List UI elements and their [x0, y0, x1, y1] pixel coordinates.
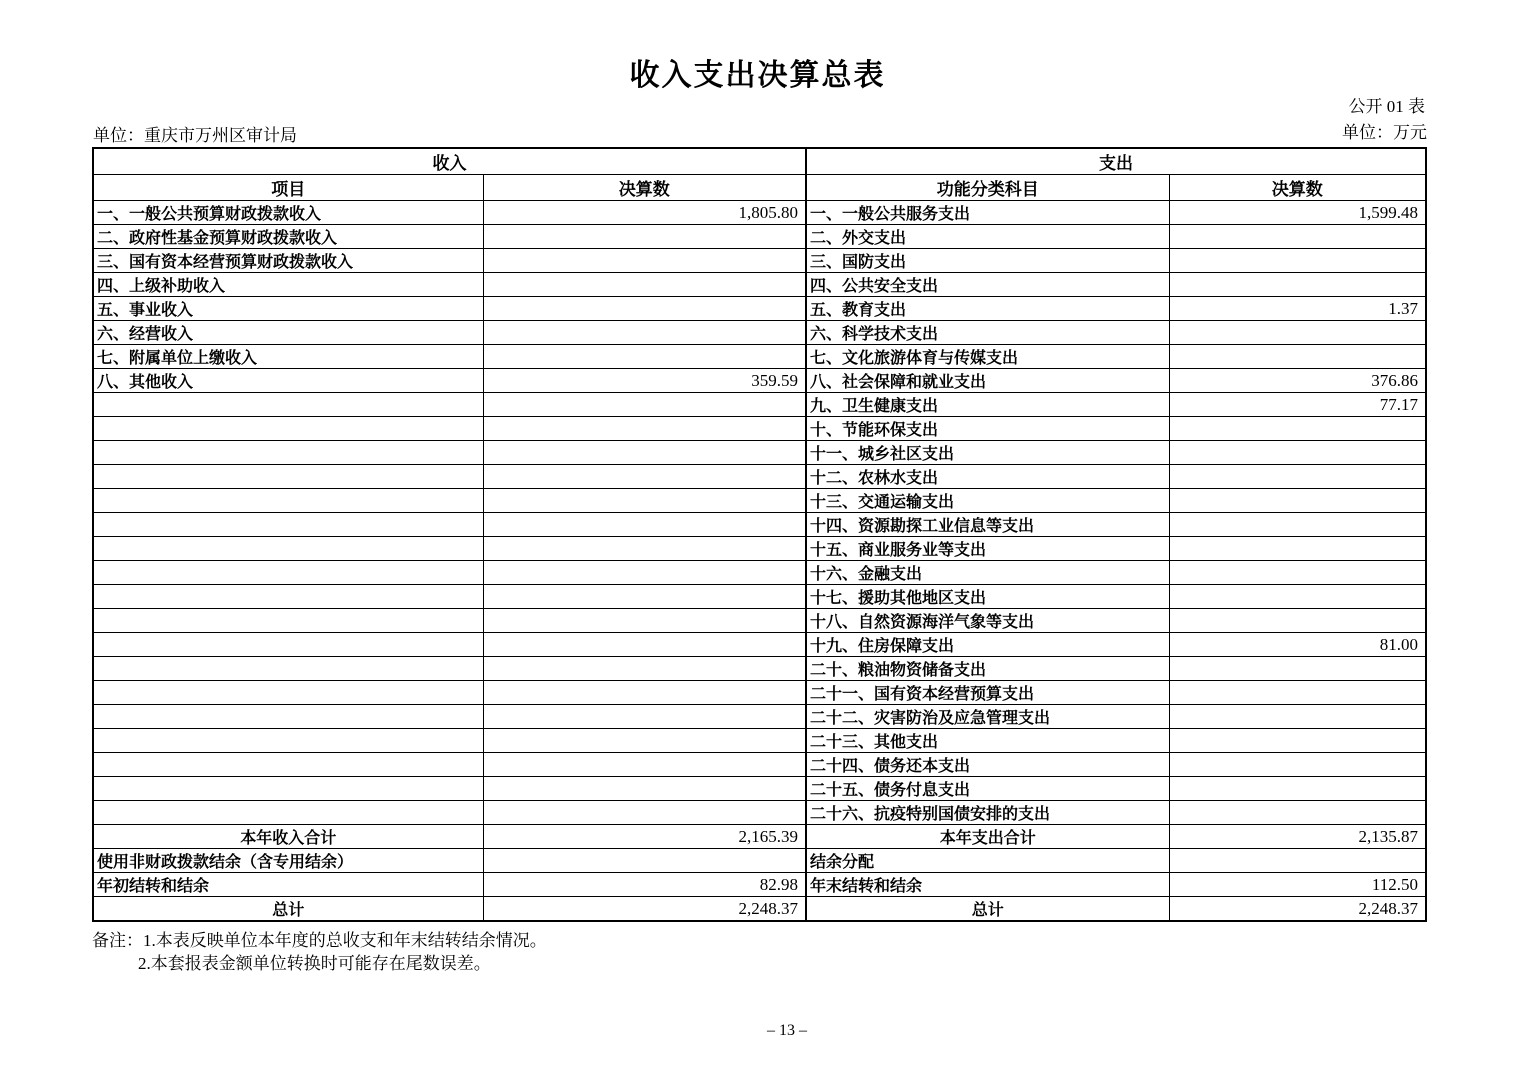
expense-item-cell: 四、公共安全支出: [806, 273, 1169, 297]
income-amount-cell: [483, 537, 806, 561]
unit-currency-label: 单位：万元: [1342, 123, 1427, 142]
expense-item-cell: 二十一、国有资本经营预算支出: [806, 681, 1169, 705]
expense-amount-cell: [1169, 729, 1426, 753]
income-item-cell: [93, 753, 483, 777]
expense-item-cell: 二、外交支出: [806, 225, 1169, 249]
income-amount-cell: [483, 609, 806, 633]
income-amount-cell: [483, 729, 806, 753]
table-row: [93, 417, 1426, 441]
expense-amount-cell: [1169, 249, 1426, 273]
expense-amount-cell: [1169, 441, 1426, 465]
table-row: [93, 225, 1426, 249]
table-row: [93, 849, 1426, 873]
expense-item-cell: 十五、商业服务业等支出: [806, 537, 1169, 561]
table-row: [93, 465, 1426, 489]
income-amount-cell: [483, 225, 806, 249]
note-text-2: 2.本套报表金额单位转换时可能存在尾数误差。: [138, 954, 491, 973]
notes-label: 备注：: [92, 931, 143, 950]
section-header-row: [93, 148, 1426, 175]
expense-item-cell: 九、卫生健康支出: [806, 393, 1169, 417]
table-row: [93, 729, 1426, 753]
expense-item-cell: 总计: [806, 897, 1169, 922]
expense-amount-cell: [1169, 609, 1426, 633]
expense-item-cell: 年末结转和结余: [806, 873, 1169, 897]
income-section-header: 收入: [93, 148, 806, 175]
table-row: [93, 273, 1426, 297]
income-item-cell: 年初结转和结余: [93, 873, 483, 897]
expense-item-cell: 结余分配: [806, 849, 1169, 873]
expense-amount-cell: 112.50: [1169, 873, 1426, 897]
column-header-row: [93, 175, 1426, 201]
table-row: [93, 657, 1426, 681]
income-amount-cell: [483, 249, 806, 273]
expense-item-cell: 二十四、债务还本支出: [806, 753, 1169, 777]
expense-amount-cell: [1169, 561, 1426, 585]
income-item-cell: [93, 465, 483, 489]
income-amount-cell: [483, 393, 806, 417]
table-row: [93, 321, 1426, 345]
income-item-cell: [93, 681, 483, 705]
expense-amount-cell: 1.37: [1169, 297, 1426, 321]
expense-item-cell: 十二、农林水支出: [806, 465, 1169, 489]
income-item-cell: 总计: [93, 897, 483, 922]
expense-item-column-header: 功能分类科目: [806, 175, 1169, 201]
note-line-2: [138, 952, 547, 975]
expense-amount-cell: [1169, 537, 1426, 561]
page-number: – 13 –: [767, 1022, 807, 1039]
table-row: [93, 585, 1426, 609]
expense-item-cell: 八、社会保障和就业支出: [806, 369, 1169, 393]
expense-amount-cell: 81.00: [1169, 633, 1426, 657]
table-row: [93, 777, 1426, 801]
income-item-cell: 三、国有资本经营预算财政拨款收入: [93, 249, 483, 273]
income-amount-cell: 2,165.39: [483, 825, 806, 849]
income-item-cell: [93, 609, 483, 633]
income-amount-cell: [483, 585, 806, 609]
expense-amount-cell: 2,248.37: [1169, 897, 1426, 922]
income-amount-cell: [483, 297, 806, 321]
table-row: [93, 393, 1426, 417]
expense-item-cell: 五、教育支出: [806, 297, 1169, 321]
expense-item-cell: 二十六、抗疫特别国债安排的支出: [806, 801, 1169, 825]
note-line-1: [92, 929, 547, 952]
expense-amount-cell: [1169, 681, 1426, 705]
expense-amount-cell: [1169, 345, 1426, 369]
unit-name-label: 单位：重庆市万州区审计局: [93, 126, 297, 145]
expense-item-cell: 十七、援助其他地区支出: [806, 585, 1169, 609]
income-amount-cell: [483, 705, 806, 729]
expense-amount-cell: [1169, 753, 1426, 777]
note-text-1: 1.本表反映单位本年度的总收支和年末结转结余情况。: [143, 931, 547, 950]
table-row: [93, 561, 1426, 585]
table-row: [93, 897, 1426, 922]
expense-item-cell: 本年支出合计: [806, 825, 1169, 849]
table-body: [93, 201, 1426, 922]
income-item-cell: [93, 705, 483, 729]
expense-item-cell: 六、科学技术支出: [806, 321, 1169, 345]
income-item-cell: [93, 801, 483, 825]
income-amount-cell: [483, 273, 806, 297]
income-amount-cell: [483, 417, 806, 441]
income-amount-cell: [483, 681, 806, 705]
income-amount-cell: 1,805.80: [483, 201, 806, 225]
expense-item-cell: 十六、金融支出: [806, 561, 1169, 585]
income-item-cell: 七、附属单位上缴收入: [93, 345, 483, 369]
income-item-cell: [93, 585, 483, 609]
expense-item-cell: 十八、自然资源海洋气象等支出: [806, 609, 1169, 633]
income-amount-cell: 82.98: [483, 873, 806, 897]
table-row: [93, 753, 1426, 777]
income-amount-cell: [483, 753, 806, 777]
expense-amount-cell: [1169, 657, 1426, 681]
income-item-cell: [93, 777, 483, 801]
table-row: [93, 513, 1426, 537]
income-item-cell: [93, 729, 483, 753]
income-item-cell: [93, 513, 483, 537]
table-row: [93, 825, 1426, 849]
income-item-column-header: 项目: [93, 175, 483, 201]
table-row: [93, 345, 1426, 369]
expense-amount-cell: 1,599.48: [1169, 201, 1426, 225]
income-item-cell: [93, 441, 483, 465]
expense-amount-cell: [1169, 273, 1426, 297]
income-item-cell: 四、上级补助收入: [93, 273, 483, 297]
income-amount-cell: [483, 321, 806, 345]
income-item-cell: 使用非财政拨款结余（含专用结余）: [93, 849, 483, 873]
income-amount-cell: [483, 489, 806, 513]
expense-amount-cell: 77.17: [1169, 393, 1426, 417]
table-row: [93, 537, 1426, 561]
income-amount-cell: [483, 465, 806, 489]
summary-table: [92, 147, 1427, 922]
expense-amount-cell: [1169, 705, 1426, 729]
expense-amount-cell: 2,135.87: [1169, 825, 1426, 849]
income-item-cell: [93, 393, 483, 417]
expense-item-cell: 二十、粮油物资储备支出: [806, 657, 1169, 681]
table-row: [93, 369, 1426, 393]
table-row: [93, 249, 1426, 273]
expense-item-cell: 二十三、其他支出: [806, 729, 1169, 753]
income-amount-cell: [483, 633, 806, 657]
expense-item-cell: 十三、交通运输支出: [806, 489, 1169, 513]
income-amount-cell: [483, 561, 806, 585]
income-item-cell: [93, 417, 483, 441]
expense-amount-cell: 376.86: [1169, 369, 1426, 393]
notes-block: [92, 929, 547, 975]
expense-amount-cell: [1169, 849, 1426, 873]
expense-item-cell: 三、国防支出: [806, 249, 1169, 273]
expense-section-header: 支出: [806, 148, 1426, 175]
table-row: [93, 681, 1426, 705]
doc-code-label: 公开 01 表: [1348, 97, 1425, 116]
income-item-cell: [93, 537, 483, 561]
income-amount-column-header: 决算数: [483, 175, 806, 201]
expense-amount-column-header: 决算数: [1169, 175, 1426, 201]
expense-amount-cell: [1169, 513, 1426, 537]
income-amount-cell: [483, 657, 806, 681]
income-item-cell: [93, 633, 483, 657]
income-amount-cell: [483, 849, 806, 873]
income-amount-cell: [483, 513, 806, 537]
expense-item-cell: 七、文化旅游体育与传媒支出: [806, 345, 1169, 369]
income-item-cell: 二、政府性基金预算财政拨款收入: [93, 225, 483, 249]
expense-amount-cell: [1169, 321, 1426, 345]
income-item-cell: [93, 489, 483, 513]
expense-amount-cell: [1169, 465, 1426, 489]
page-title: 收入支出决算总表: [629, 59, 886, 92]
expense-item-cell: 二十五、债务付息支出: [806, 777, 1169, 801]
income-item-cell: [93, 657, 483, 681]
income-item-cell: 五、事业收入: [93, 297, 483, 321]
income-amount-cell: 2,248.37: [483, 897, 806, 922]
expense-item-cell: 二十二、灾害防治及应急管理支出: [806, 705, 1169, 729]
expense-amount-cell: [1169, 489, 1426, 513]
table-row: [93, 705, 1426, 729]
income-item-cell: 六、经营收入: [93, 321, 483, 345]
table-row: [93, 633, 1426, 657]
expense-amount-cell: [1169, 585, 1426, 609]
expense-amount-cell: [1169, 417, 1426, 441]
income-item-cell: [93, 561, 483, 585]
expense-amount-cell: [1169, 801, 1426, 825]
income-amount-cell: [483, 801, 806, 825]
income-item-cell: 一、一般公共预算财政拨款收入: [93, 201, 483, 225]
table-row: [93, 441, 1426, 465]
table-row: [93, 201, 1426, 225]
expense-item-cell: 十、节能环保支出: [806, 417, 1169, 441]
expense-amount-cell: [1169, 777, 1426, 801]
income-amount-cell: [483, 345, 806, 369]
income-item-cell: 八、其他收入: [93, 369, 483, 393]
expense-item-cell: 十九、住房保障支出: [806, 633, 1169, 657]
table-row: [93, 297, 1426, 321]
expense-item-cell: 一、一般公共服务支出: [806, 201, 1169, 225]
expense-item-cell: 十一、城乡社区支出: [806, 441, 1169, 465]
table-row: [93, 873, 1426, 897]
table-row: [93, 489, 1426, 513]
income-item-cell: 本年收入合计: [93, 825, 483, 849]
income-amount-cell: 359.59: [483, 369, 806, 393]
income-amount-cell: [483, 777, 806, 801]
table-row: [93, 609, 1426, 633]
income-amount-cell: [483, 441, 806, 465]
expense-item-cell: 十四、资源勘探工业信息等支出: [806, 513, 1169, 537]
expense-amount-cell: [1169, 225, 1426, 249]
table-row: [93, 801, 1426, 825]
